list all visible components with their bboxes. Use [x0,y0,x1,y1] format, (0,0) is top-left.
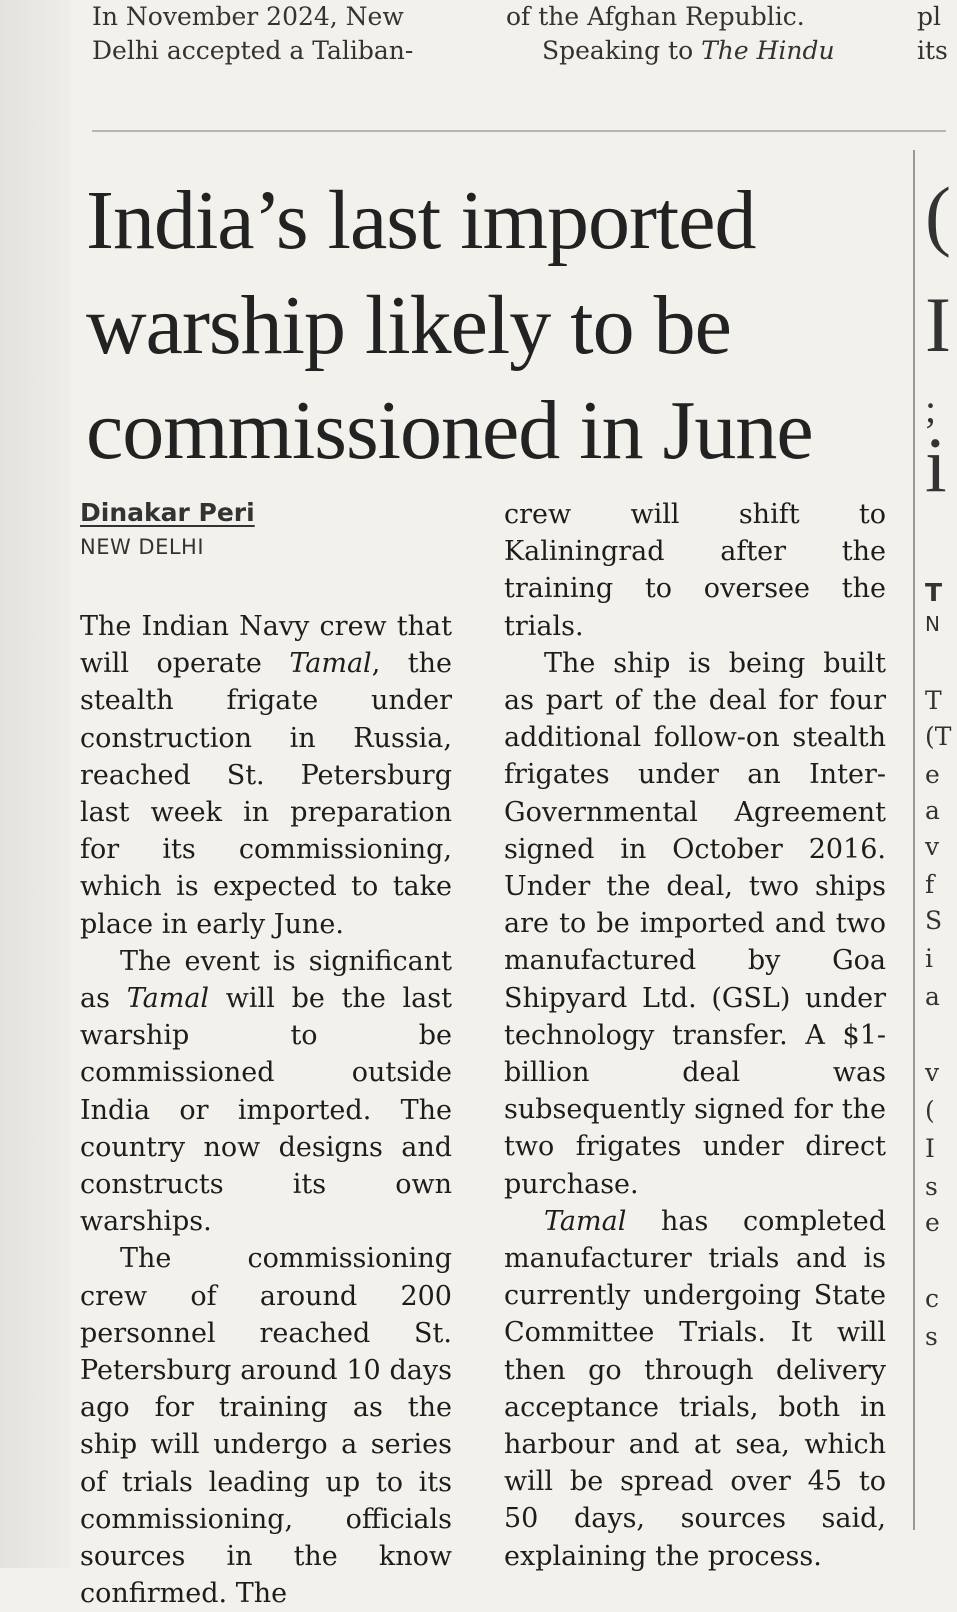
adjacent-text-fragment: c [925,1284,940,1313]
adjacent-text-fragment: e [925,1208,940,1237]
paragraph: crew will shift to Kaliningrad after the training to oversee the trials. [504,499,886,642]
adjacent-text-fragment: v [925,832,940,861]
top-snippet-right [917,0,957,68]
paragraph-text: The Indian Navy crew that will operate [80,611,452,680]
adjacent-text-fragment: a [925,796,940,825]
adjacent-text-fragment: S [925,906,943,935]
ship-name: Tamal [544,1205,627,1237]
headline-line: commissioned in June [86,384,813,477]
adjacent-text-fragment: ( [925,1096,935,1125]
paragraph [80,943,452,1241]
paragraph [504,1203,886,1575]
paragraph [80,608,452,943]
snippet-line: pl [917,2,941,31]
snippet-line [506,34,876,68]
byline [80,498,255,559]
snippet-text: Speaking to [542,36,702,65]
snippet-line: of the Afghan Republic. [506,2,805,31]
adjacent-text-fragment: s [925,1322,938,1351]
adjacent-text-fragment: T [925,578,943,607]
article-column-2 [504,496,886,1575]
adjacent-text-fragment: i [925,944,933,973]
paragraph-text: has completed manufacturer trials and is currently undergoing State Committee Trials. It will then go through delivery acceptance trials, both in harbour and at sea, which will be spread over 45 to 50 days, sources said, explaining the process. [504,1205,886,1572]
top-snippet-left [92,0,457,68]
horizontal-rule [92,130,946,132]
adjacent-text-fragment: f [925,870,935,899]
paragraph: The ship is being built as part of the deal for four additional follow-on stealth frigates under an Inter-Governmental Agreement signed in October 2016. Under the deal, two ships are to be imported and two manufactured by Goa Shipyard Ltd. (GSL) under technology transfer. A $1-billion deal was subsequently signed for the two frigates under direct purchase. [504,647,886,1200]
paragraph-text: , the stealth frigate under construction in Russia, reached St. Petersburg last week in preparation for its commissioning, which is expected to take place in early June. [80,648,452,940]
adjacent-text-fragment: s [925,1172,938,1201]
adjacent-text-fragment: N [925,612,940,636]
adjacent-headline-fragment: ; [925,386,937,431]
ship-name: Tamal [126,983,210,1015]
snippet-line: In November 2024, New [92,2,404,31]
author-name: Dinakar Peri [80,498,255,527]
paragraph-text: The event is significant as [80,945,452,1015]
headline-line: warship likely to be [86,279,731,372]
article-column-1 [80,608,452,1612]
column-rule [913,150,915,1530]
headline [86,168,886,483]
snippet-line: Delhi accepted a Taliban- [92,36,414,65]
adjacent-text-fragment: a [925,982,940,1011]
page-shadow [0,0,70,1568]
snippet-line: its [917,36,948,65]
adjacent-text-fragment: T [925,686,942,715]
adjacent-text-fragment: I [925,1134,935,1163]
snippet-publication: The Hindu [701,36,835,65]
adjacent-headline-fragment: I [925,281,951,368]
paragraph: The commissioning crew of around 200 personnel reached St. Petersburg around 10 days ago for training as the ship will undergo a series of trials leading up to its commissioning, officials sources in the know confirmed. The [80,1243,452,1610]
adjacent-headline-fragment: i [925,421,947,508]
adjacent-headline-fragment: ( [925,171,951,258]
dateline: NEW DELHI [80,535,205,559]
adjacent-text-fragment: v [925,1058,940,1087]
paragraph-text: will be the last warship to be commissioned outside India or imported. The country now designs and constructs its own warships. [80,983,452,1238]
ship-name: Tamal [289,648,372,680]
adjacent-text-fragment: e [925,760,940,789]
top-snippet-middle [506,0,876,68]
headline-line: India’s last imported [86,174,756,267]
adjacent-text-fragment: (T [925,722,952,751]
